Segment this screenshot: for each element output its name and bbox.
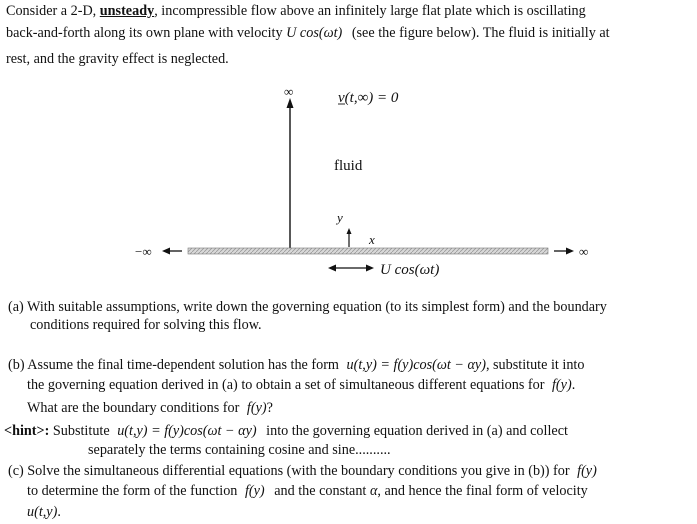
question-c-text: and the constant bbox=[274, 483, 367, 499]
question-a-line-1 bbox=[8, 298, 607, 316]
question-b-line-1 bbox=[8, 356, 584, 374]
hint-expression: u(t,y) = f(y)cos(ωt − αy) bbox=[117, 423, 257, 439]
question-b-text: What are the boundary conditions for bbox=[27, 400, 240, 416]
left-arrowhead bbox=[162, 248, 170, 255]
f-of-y-expression: f(y) bbox=[577, 463, 597, 479]
question-a-text: conditions required for solving this flow. bbox=[30, 317, 262, 333]
alpha-constant: α bbox=[369, 483, 378, 499]
intro-text: , incompressible flow above an infinitely large flat plate which is oscillating bbox=[154, 3, 586, 19]
flat-plate bbox=[188, 248, 548, 254]
question-b-line-2 bbox=[27, 376, 575, 394]
oscillation-arrowhead-left bbox=[328, 265, 336, 272]
top-infinity-label: ∞ bbox=[284, 84, 294, 99]
y-axis-arrowhead bbox=[347, 228, 352, 234]
question-c-text: , and hence the final form of velocity bbox=[377, 483, 588, 499]
question-c-text: to determine the form of the function bbox=[27, 483, 238, 499]
right-arrowhead bbox=[566, 248, 574, 255]
question-b-text: . bbox=[571, 377, 576, 393]
f-of-y-expression: f(y) bbox=[246, 400, 267, 416]
question-a-text: (a) With suitable assumptions, write down the governing equation (to its simplest form) and the boundary bbox=[8, 299, 607, 315]
intro-text: back-and-forth along its own plane with velocity bbox=[6, 25, 287, 41]
hint-text: into the governing equation derived in (a) and collect bbox=[266, 423, 568, 439]
boundary-condition-label: v(t,∞) = 0 bbox=[338, 90, 399, 106]
question-b-line-3 bbox=[27, 399, 273, 417]
y-axis-label: y bbox=[337, 210, 343, 225]
oscillation-arrowhead-right bbox=[366, 265, 374, 272]
question-c-text: . bbox=[57, 504, 61, 520]
question-c-line-3 bbox=[27, 503, 61, 521]
hint-line-2 bbox=[88, 441, 391, 459]
question-b-text: (b) Assume the final time-dependent solution has the form bbox=[8, 357, 339, 373]
x-axis-label: x bbox=[369, 232, 375, 247]
question-a-line-2 bbox=[30, 316, 262, 334]
hint-line-1 bbox=[4, 422, 568, 440]
question-b-text: , substitute it into bbox=[485, 357, 585, 373]
intro-text: Consider a 2-D, bbox=[6, 3, 100, 19]
positive-infinity-label: ∞ bbox=[579, 244, 589, 259]
f-of-y-expression: f(y) bbox=[551, 377, 572, 393]
negative-infinity-label: −∞ bbox=[135, 244, 152, 259]
velocity-expression: U cos(ωt) bbox=[286, 25, 343, 41]
question-c-text: (c) Solve the simultaneous differential equations (with the boundary conditions you give in (b)) for bbox=[8, 463, 570, 479]
solution-form-expression: u(t,y) = f(y)cos(ωt − αy) bbox=[346, 357, 486, 373]
plate-velocity-label: U cos(ωt) bbox=[380, 262, 440, 278]
f-of-y-expression: f(y) bbox=[244, 483, 265, 499]
question-b-text: ? bbox=[266, 400, 273, 416]
intro-text: (see the figure below). The fluid is initially at bbox=[351, 25, 610, 41]
velocity-field-expression: u(t,y) bbox=[27, 504, 58, 520]
question-c-line-1 bbox=[8, 462, 597, 480]
question-c-line-2 bbox=[27, 482, 588, 500]
fluid-label: fluid bbox=[334, 158, 363, 174]
unsteady-emphasis: unsteady bbox=[99, 3, 155, 19]
hint-text: separately the terms containing cosine and sine.......... bbox=[88, 442, 391, 458]
question-b-text: the governing equation derived in (a) to obtain a set of simultaneous different equations for bbox=[27, 377, 545, 393]
intro-text: rest, and the gravity effect is neglected. bbox=[6, 51, 229, 67]
hint-text: Substitute bbox=[49, 423, 110, 439]
vertical-arrowhead bbox=[287, 98, 294, 108]
hint-label: <hint>: bbox=[4, 423, 50, 439]
